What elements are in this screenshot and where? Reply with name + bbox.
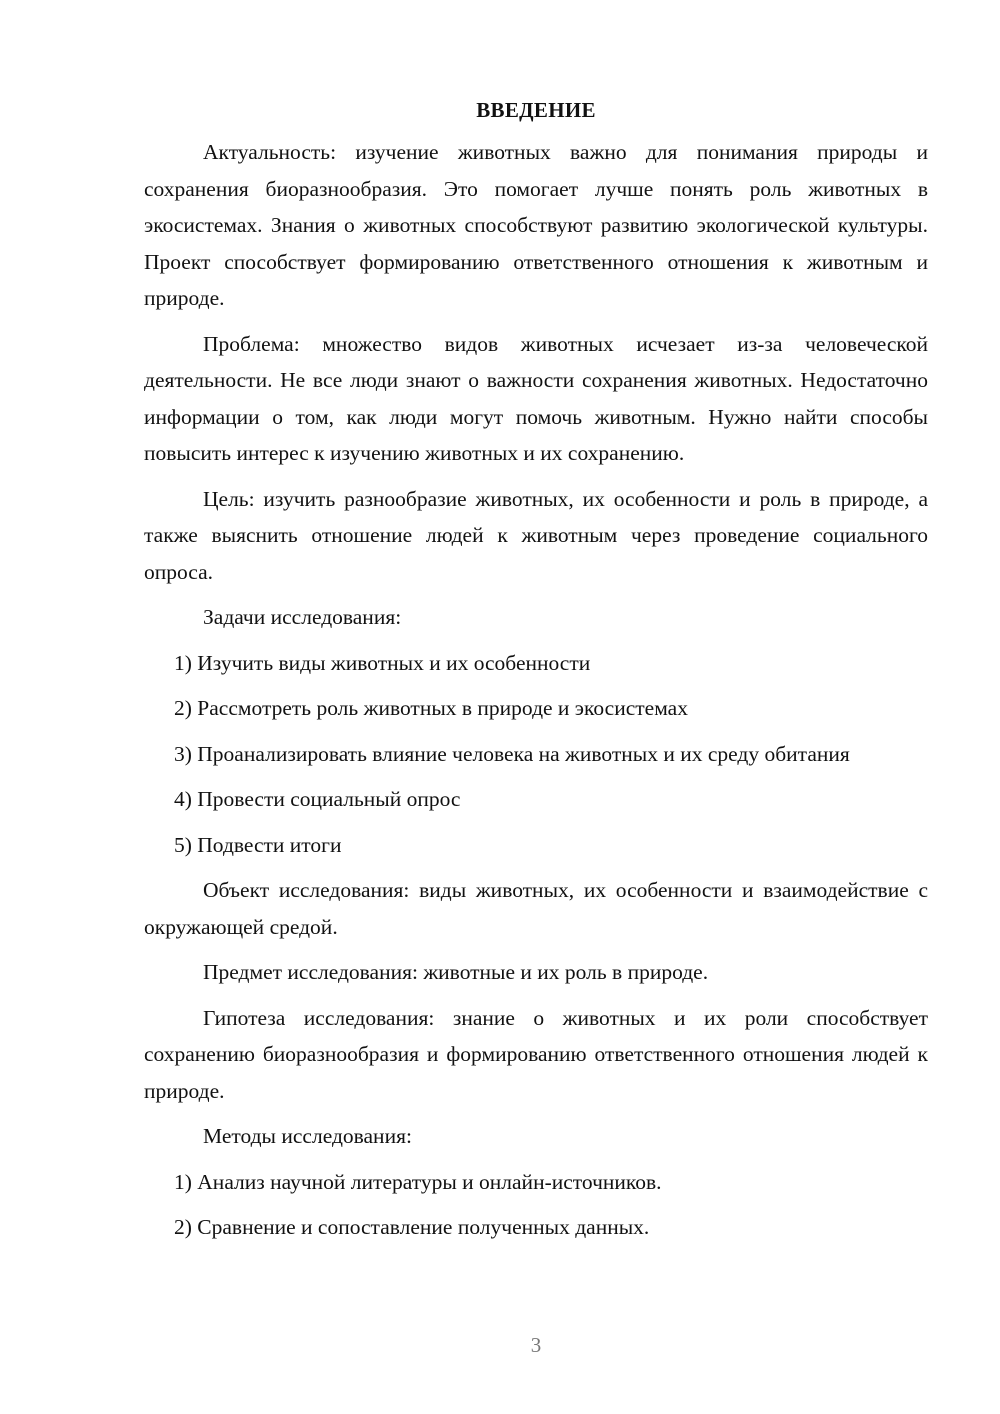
goal-paragraph: Цель: изучить разнообразие животных, их особенности и роль в природе, а также выяснить отношение людей к животным через проведение социального опроса. xyxy=(144,486,928,584)
task-item: 5) Подвести итоги xyxy=(174,832,342,857)
method-item: 2) Сравнение и сопоставление полученных данных. xyxy=(174,1215,650,1239)
method-item: 1) Анализ научной литературы и онлайн-источников. xyxy=(174,1169,662,1194)
hypothesis-paragraph: Гипотеза исследования: знание о животных и их роли способствует сохранению биоразнообразия и формированию ответственного отношения людей к природе. xyxy=(144,1005,928,1103)
problem-paragraph: Проблема: множество видов животных исчезает из-за человеческой деятельности. Не все люди знают о важности сохранения животных. Недостаточно информации о том, как люди могут помочь животным. Нужно найти способы повысить интерес к изучению животных и их сохранению. xyxy=(144,331,928,465)
task-item: 2) Рассмотреть роль животных в природе и экосистемах xyxy=(174,696,688,720)
task-item: 1) Изучить виды животных и их особенности xyxy=(174,650,591,675)
page-content xyxy=(144,93,928,1255)
subject-paragraph: Предмет исследования: животные и их роль в природе. xyxy=(203,960,709,984)
section-title: ВВЕДЕНИЕ xyxy=(476,98,596,122)
page-number: 3 xyxy=(530,1333,542,1357)
tasks-heading: Задачи исследования: xyxy=(203,605,402,629)
task-item: 3) Проанализировать влияние человека на животных и их среду обитания xyxy=(174,741,850,766)
task-item: 4) Провести социальный опрос xyxy=(174,787,461,811)
relevance-paragraph: Актуальность: изучение животных важно для понимания природы и сохранения биоразнообразия. Это помогает лучше понять роль животных в экосистемах. Знания о животных способствуют развитию экологической культуры. Проект способствует формированию ответственного отношения к животным и природе. xyxy=(144,140,928,310)
methods-heading: Методы исследования: xyxy=(203,1124,412,1148)
object-paragraph: Объект исследования: виды животных, их особенности и взаимодействие с окружающей средой. xyxy=(144,878,928,939)
